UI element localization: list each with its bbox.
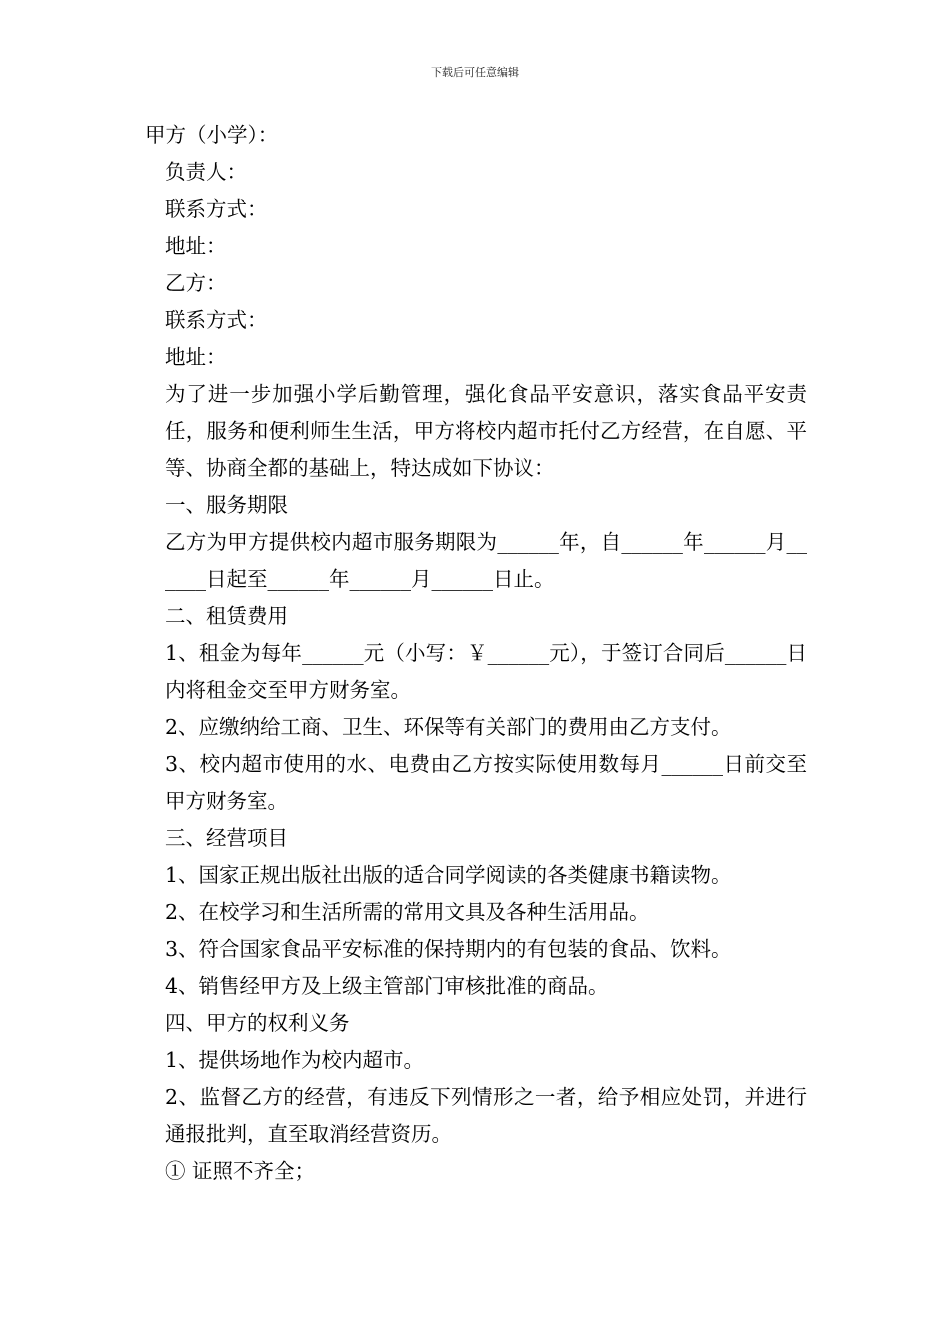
section-1-heading: 一、服务期限 xyxy=(165,493,288,517)
party-b-contact: 联系方式： xyxy=(165,308,268,332)
party-b-title: 乙方： xyxy=(165,271,227,295)
party-a-person: 负责人： xyxy=(165,160,247,184)
contract-body xyxy=(145,117,807,1190)
section-4-item-1: 1、提供场地作为校内超市。 xyxy=(165,1048,425,1072)
section-2-item-1: 1、租金为每年______元（小写：￥______元），于签订合同后______日内将租金交至甲方财务室。 xyxy=(165,641,807,702)
section-3-item-4: 4、销售经甲方及上级主管部门审核批准的商品。 xyxy=(165,974,609,998)
party-a-contact: 联系方式： xyxy=(165,197,268,221)
section-4-sub-item-1: ① 证照不齐全； xyxy=(165,1159,316,1183)
section-3-item-3: 3、符合国家食品平安标准的保持期内的有包装的食品、饮料。 xyxy=(165,937,732,961)
section-3-item-2: 2、在校学习和生活所需的常用文具及各种生活用品。 xyxy=(165,900,650,924)
section-2-item-3: 3、校内超市使用的水、电费由乙方按实际使用数每月______日前交至甲方财务室。 xyxy=(165,752,807,813)
page-header-note: 下载后可任意编辑 xyxy=(431,66,519,79)
party-a-address: 地址： xyxy=(165,234,227,258)
section-2-item-2: 2、应缴纳给工商、卫生、环保等有关部门的费用由乙方支付。 xyxy=(165,715,732,739)
party-b-address: 地址： xyxy=(165,345,227,369)
intro-paragraph: 为了进一步加强小学后勤管理，强化食品平安意识，落实食品平安责任，服务和便利师生生活，甲方将校内超市托付乙方经营，在自愿、平等、协商全都的基础上，特达成如下协议： xyxy=(165,382,807,480)
section-4-item-2: 2、监督乙方的经营，有违反下列情形之一者，给予相应处罚，并进行通报批判，直至取消经营资历。 xyxy=(165,1085,807,1146)
section-3-item-1: 1、国家正规出版社出版的适合同学阅读的各类健康书籍读物。 xyxy=(165,863,732,887)
section-2-heading: 二、租赁费用 xyxy=(165,604,288,628)
section-3-heading: 三、经营项目 xyxy=(165,826,288,850)
party-a-title: 甲方（小学）： xyxy=(145,123,279,147)
section-1-text: 乙方为甲方提供校内超市服务期限为______年，自______年______月______日起至______年______月______日止。 xyxy=(165,530,807,591)
section-4-heading: 四、甲方的权利义务 xyxy=(165,1011,350,1035)
